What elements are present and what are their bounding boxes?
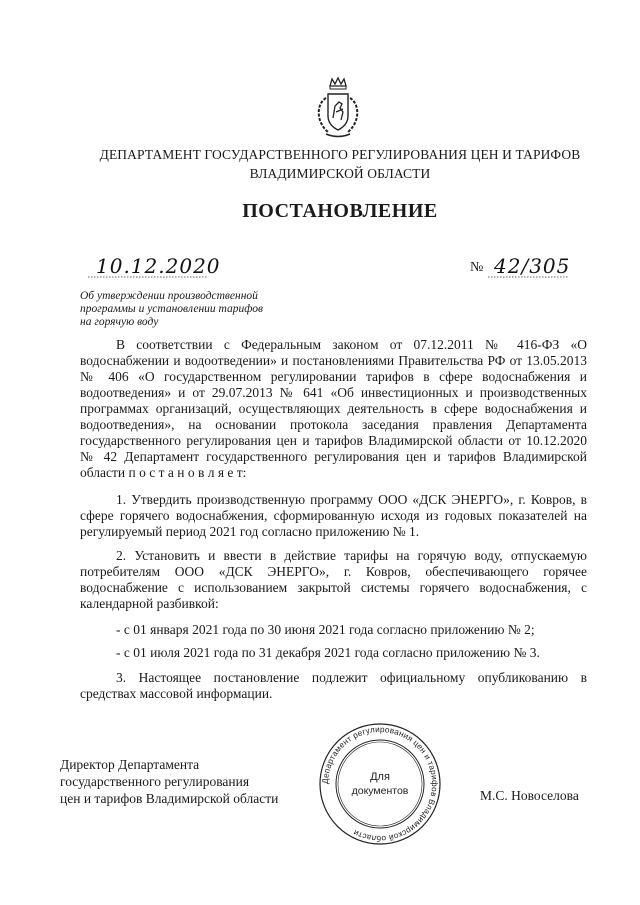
date-underline <box>88 274 208 280</box>
position-line-3: цен и тарифов Владимирской области <box>60 791 279 806</box>
svg-text:Департамент регулирования цен <box>321 725 439 843</box>
item-1-paragraph: 1. Утвердить производственную программу ООО «ДСК ЭНЕРГО», г. Ковров, в сфере горячего водоснабжения, сформированную исходя из годовых показателей на регулируемый период 2021 год согласно приложению № 1. <box>80 492 587 539</box>
subject-line-1: Об утверждении производственной <box>80 290 258 302</box>
position-line-2: государственного регулирования <box>60 774 250 789</box>
stamp-center-line-2: документов <box>351 785 409 797</box>
item-2-paragraph: 2. Установить и ввести в действие тарифы на горячую воду, отпускаемую потребителям ООО «ДСК ЭНЕРГО», г. Ковров, обеспечивающего горячее водоснабжение с использованием закрытой системы горячего водоснабжения, с календарной разбивкой: <box>80 548 587 611</box>
stamp-ring-text: Департамент регулирования цен и тарифов Владимирской области <box>320 724 440 844</box>
signatory-name: М.С. Новоселова <box>480 788 579 803</box>
document-number: 42/305 <box>494 254 571 278</box>
item-3-paragraph: 3. Настоящее постановление подлежит официальному опубликованию в средствах массовой информации. <box>80 670 587 701</box>
department-name-line-2: ВЛАДИМИРСКОЙ ОБЛАСТИ <box>249 166 431 181</box>
period-2-line: - с 01 июля 2021 года по 31 декабря 2021 года согласно приложению № 3. <box>116 645 540 660</box>
stamp-center-line-1: Для <box>370 771 390 783</box>
department-name-line-1: ДЕПАРТАМЕНТ ГОСУДАРСТВЕННОГО РЕГУЛИРОВАНИЯ ЦЕН И ТАРИФОВ <box>99 147 581 162</box>
number-prefix: № <box>470 260 484 275</box>
document-date: 10.12.2020 <box>96 254 221 278</box>
preamble-paragraph: В соответствии с Федеральным законом от 07.12.2011 № 416-ФЗ «О водоснабжении и водоотведении» и постановлениями Правительства РФ от 13.05.2013 № 406 «О государственном регулировании тарифов в сфере водоснабжения и водоотведения» и от 29.07.2013 № 641 «Об инвестиционных и производственных программах организаций, осуществляющих деятельность в сфере водоснабжения и водоотведения», на основании протокола заседания правления Департамента государственного регулирования цен и тарифов Владимирской области от 10.12.2020 № 42 Департамент государственного регулирования цен и тарифов Владимирской области п о с т а н о в л я е т: <box>80 337 587 480</box>
document-title: ПОСТАНОВЛЕНИЕ <box>242 200 438 222</box>
subject-line-2: программы и установлении тарифов <box>80 303 263 315</box>
position-line-1: Директор Департамента <box>60 757 200 772</box>
number-underline <box>488 274 568 280</box>
document-subject <box>80 290 310 329</box>
official-stamp <box>318 722 442 846</box>
signatory-position <box>60 756 320 807</box>
subject-line-3: на горячую воду <box>80 316 159 328</box>
coat-of-arms-icon <box>312 76 364 142</box>
period-1-line: - с 01 января 2021 года по 30 июня 2021 года согласно приложению № 2; <box>116 622 535 637</box>
